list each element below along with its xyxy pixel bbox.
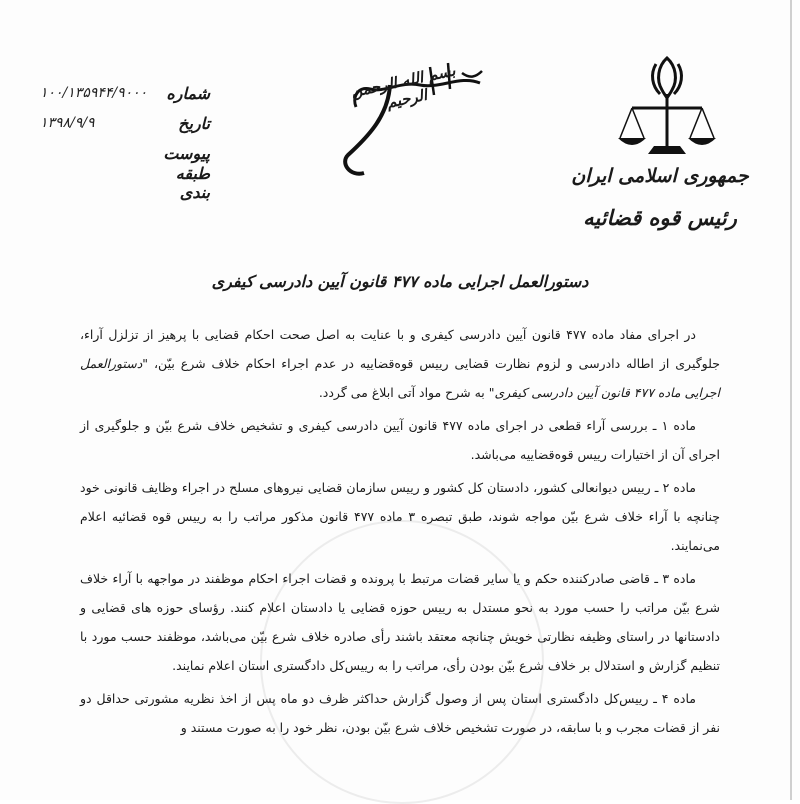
attachment-label: پیوست xyxy=(163,143,210,163)
document-body xyxy=(80,320,720,746)
intro-paragraph xyxy=(80,320,720,407)
date-value: ۱۳۹۸/۹/۹ xyxy=(40,115,95,131)
state-name: جمهوری اسلامی ایران xyxy=(571,165,749,187)
page-edge xyxy=(790,0,792,800)
basmala-text: بسم الله الرحمن الرحیم xyxy=(349,61,457,112)
meta-classification-row xyxy=(40,164,210,202)
article-2: ماده ۲ ـ رییس دیوانعالی کشور، دادستان کل کشور و رییس سازمان قضایی نیروهای مسلح در اجراء وظایف قانونی خود چنانچه با آراء خلاف شرع بیّن مواجه شوند، طبق تبصره ۳ ماده ۴۷۷ قانون مذکور مراتب را به رییس قوه قضائیه اعلام می‌نمایند. xyxy=(80,480,720,553)
article-3: ماده ۳ ـ قاضی صادرکننده حکم و یا سایر قضات مرتبط با پرونده و قضات اجراء احکام موظفند در مواجهه با آراء خلاف شرع بیّن مراتب را حسب مورد به نحو مستدل به رییس حوزه قضایی یا دادستان اعلام کنند. رؤسای حوزه های قضایی و دادستانها در راستای وظیفه نظارتی خویش چنانچه معتقد باشند رأی صادره خلاف شرع بیّن می‌باشد، موظفند حسب مورد با تنظیم گزارش و استدلال بر خلاف شرع بیّن بودن رأی، مراتب را به رییس‌کل دادگستری استان اعلام نمایند. xyxy=(80,571,720,673)
classification-label: طبقه بندی xyxy=(175,164,210,202)
office-title: رئیس قوه قضائیه xyxy=(583,205,737,230)
number-value: ۱۰۰/۱۳۵۹۴۴/۹۰۰۰ xyxy=(40,85,148,101)
number-label: شماره xyxy=(166,83,210,103)
article-1: ماده ۱ ـ بررسی آراء قطعی در اجرای ماده ۴۷۷ قانون آیین دادرسی کیفری و تشخیص خلاف شرع بیّن و جلوگیری از اجرای آن از اختیارات رییس قوه‌قضاییه می‌باشد. xyxy=(80,418,720,462)
intro-text: در اجرای مفاد ماده ۴۷۷ قانون آیین دادرسی کیفری و با عنایت به اصل صحت احکام قضایی با پرهیز از تزلزل آراء، جلوگیری از اطاله دادرسی و لزوم نظارت قضایی رییس قوه‌قضاییه در عدم اجراء احکام خلاف شرع بیّن، xyxy=(80,327,720,371)
meta-date-row xyxy=(40,108,210,138)
document-title: دستورالعمل اجرایی ماده ۴۷۷ قانون آیین دادرسی کیفری xyxy=(211,272,589,291)
letter-meta xyxy=(40,78,210,202)
intro-tail: به شرح مواد آتی ابلاغ می گردد. xyxy=(318,385,489,400)
emblem-icon xyxy=(612,50,722,170)
intro-quote: "دستورالعمل اجرایی ماده ۴۷۷ قانون آیین دادرسی کیفری" xyxy=(80,356,720,400)
date-label: تاریخ xyxy=(178,113,210,133)
article-4: ماده ۴ ـ رییس‌کل دادگستری استان پس از وصول گزارش حداکثر ظرف دو ماه پس از اخذ نظریه مشورتی حداقل دو نفر از قضات مجرب و با سابقه، در صورت تشخیص خلاف شرع بیّن بودن، نظر خود را به صورت مستند و xyxy=(80,691,720,735)
meta-number-row xyxy=(40,78,210,108)
